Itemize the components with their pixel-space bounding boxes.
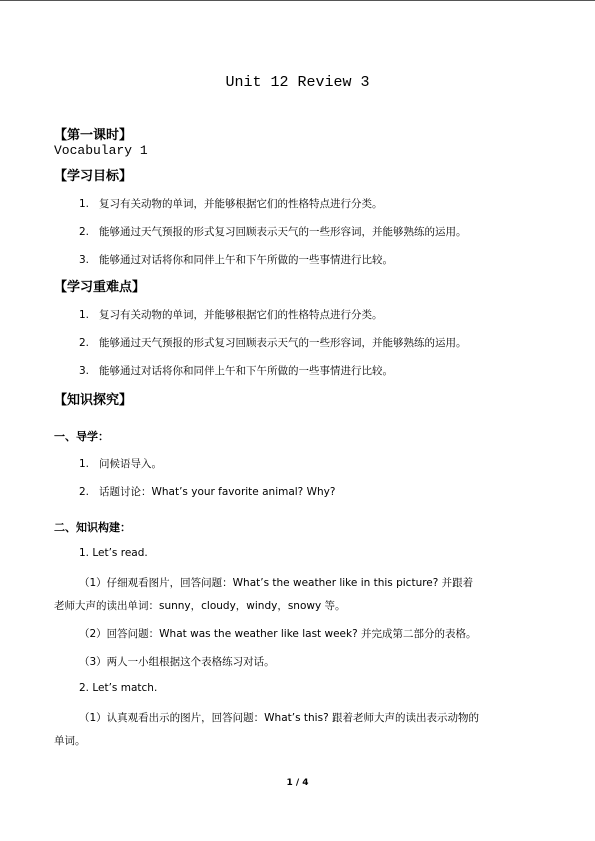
key-point-item: 2. 能够通过天气预报的形式复习回顾表示天气的一些形容词，并能够熟练的运用。 <box>79 337 467 349</box>
build-item-read: 1. Let’s read. <box>79 547 148 559</box>
guide-heading: 一、导学： <box>54 430 109 443</box>
build-paragraph: （1）仔细观看图片，回答问题：What’s the weather like in this picture? 并跟着 <box>79 577 474 589</box>
build-item-match: 2. Let’s match. <box>79 682 158 694</box>
goal-item: 3. 能够通过对话将你和同伴上午和下午所做的一些事情进行比较。 <box>79 254 393 266</box>
top-rule <box>0 0 595 1</box>
build-paragraph: （2）回答问题：What was the weather like last week? 并完成第二部分的表格。 <box>79 628 477 640</box>
lesson-heading: 【第一课时】 <box>54 128 133 143</box>
explore-heading: 【知识探究】 <box>54 393 133 408</box>
build-paragraph: 老师大声的读出单词：sunny，cloudy，windy，snowy 等。 <box>54 600 346 612</box>
build-paragraph: （1）认真观看出示的图片，回答问题：What’s this? 跟着老师大声的读出表示动物的 <box>79 712 479 724</box>
build-paragraph: 单词。 <box>54 735 86 747</box>
build-paragraph: （3）两人一小组根据这个表格练习对话。 <box>79 656 275 668</box>
document-title: Unit 12 Review 3 <box>225 74 370 91</box>
goals-heading: 【学习目标】 <box>54 169 133 184</box>
goal-item: 2. 能够通过天气预报的形式复习回顾表示天气的一些形容词，并能够熟练的运用。 <box>79 226 467 238</box>
guide-item: 2. 话题讨论：What’s your favorite animal? Why? <box>79 486 336 498</box>
key-point-item: 3. 能够通过对话将你和同伴上午和下午所做的一些事情进行比较。 <box>79 365 393 377</box>
page-number: 1 / 4 <box>286 778 309 788</box>
vocabulary-heading: Vocabulary 1 <box>54 143 148 158</box>
key-point-item: 1. 复习有关动物的单词，并能够根据它们的性格特点进行分类。 <box>79 309 383 321</box>
key-points-heading: 【学习重难点】 <box>54 280 146 295</box>
build-heading: 二、知识构建： <box>54 521 131 534</box>
goal-item: 1. 复习有关动物的单词，并能够根据它们的性格特点进行分类。 <box>79 198 383 210</box>
guide-item: 1. 问候语导入。 <box>79 458 162 470</box>
